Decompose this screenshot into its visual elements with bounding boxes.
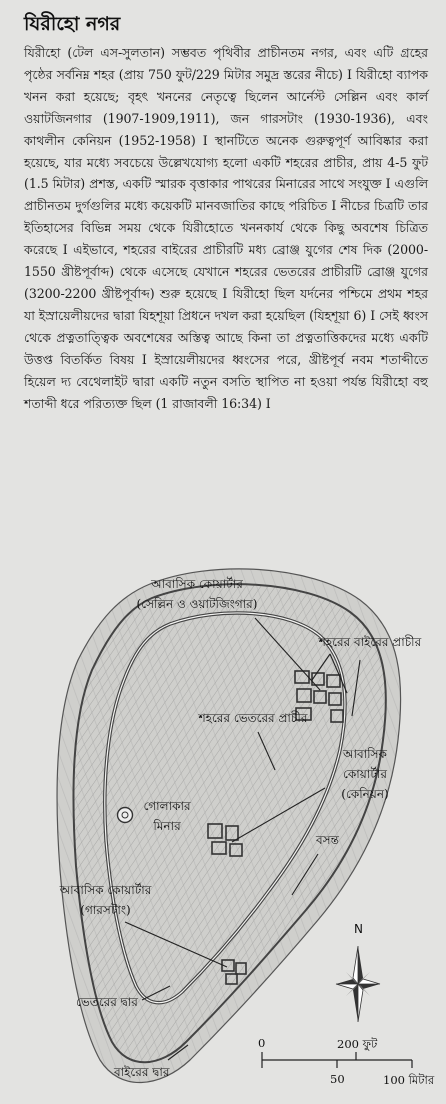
scale-meters-100: 100 মিটার	[383, 1073, 435, 1087]
label-outer-wall: শহরের বাইরের প্রাচীর	[318, 635, 422, 649]
label-inner-gate: ভেতরের দ্বার	[76, 995, 138, 1009]
label-res-garstang-line1: আবাসিক কোয়ার্টার	[59, 883, 152, 897]
label-round-tower-line1: গোলাকার	[143, 799, 191, 813]
label-res-kenyon-line2: কোয়ার্টার	[343, 767, 387, 781]
compass-rose	[336, 946, 380, 1022]
jericho-map-figure	[0, 540, 446, 1104]
label-res-sellin-line2: (সেল্লিন ও ওয়াটজিংগার)	[136, 597, 258, 611]
label-inner-wall: শহরের ভেতরের প্রাচীর	[198, 711, 308, 725]
label-round-tower-line2: মিনার	[153, 819, 181, 833]
label-res-kenyon-line1: আবাসিক	[343, 747, 387, 761]
label-res-sellin-line1: আবাসিক কোয়ার্টার	[151, 577, 243, 591]
compass-north-label: N	[354, 922, 363, 936]
label-res-kenyon-line3: (কেনিয়ন)	[341, 787, 389, 801]
outer-wall	[73, 584, 385, 1062]
label-res-garstang	[48, 880, 163, 920]
jericho-map-illustration	[0, 540, 446, 1104]
label-outer-gate: বাইরের দ্বার	[114, 1065, 170, 1079]
page-title: যিরীহো নগর	[24, 13, 121, 35]
label-spring: বসন্ত	[316, 833, 339, 847]
body-paragraph: যিরীহো (টেল এস-সুলতান) সম্ভবত পৃথিবীর প্রাচীনতম নগর, এবং এটি গ্রহের পৃষ্ঠের সর্বনিম্ন শহর (প্রায় 750 ফুট/229 মিটার সমুদ্র স্তরের নীচে) I যিরীহো ব্যাপক খনন করা হয়েছে; বৃহৎ খননের নেতৃত্বে ছিলেন আর্নেস্ট সেল্লিন এবং কার্ল ওয়াটজিনগার (1907-1909,1911), জন গারসটাং (1930-1936), এবং কাথলীন কেনিয়ন (1952-1958) I স্থানটিতে অনেক গুরুত্বপূর্ণ আবিষ্কার করা হয়েছে, যার মধ্যে সবচেয়ে উল্লেখযোগ্য হলো একটি শহরের প্রাচীর, প্রায় 4-5 ফুট (1.5 মিটার) প্রশস্ত, একটি স্মারক বৃত্তাকার পাথরের মিনারের সাথে সংযুক্ত I এগুলি প্রাচীনতম দুর্গগুলির মধ্যে কয়েকটি মানবজাতির কাছে পরিচিত I নীচের চিত্রটি তার ইতিহাসের বিভিন্ন সময় থেকে যিরীহোতে খননকার্য থেকে কিছু অবশেষ চিত্রিত করেছে I এইভাবে, শহরের বাইরের প্রাচীরটি মধ্য ব্রোঞ্জ যুগের শেষ দিক (2000-1550 খ্রীষ্টপূর্বাব্দ) থেকে এসেছে যেখানে শহরের ভেতরের প্রাচীরটি ব্রোঞ্জ যুগের (3200-2200 খ্রীষ্টপূর্বাব্দ) শুরু হয়েছে I যিরীহো ছিল যর্দনের পশ্চিমে প্রথম শহর যা ইস্রায়েলীয়দের দ্বারা যিহশূয়া প্রিধনে দখল করা হয়েছিল (যিহশূয়া 6) I সেই ধ্বংস থেকে প্রত্নতাত্ত্বিক অবশেষের অস্তিত্ব আছে কিনা তা প্রত্নতাত্তিকদের মধ্যে একটি উত্তপ্ত বিতর্কিত বিষয় I ইস্রায়েলীয়দের ধ্বংসের পরে, খ্রীষ্টপূর্ব নবম শতাব্দীতে হিয়েল দ্য বেথেলাইট দ্বারা একটি নতুন বসতি স্থাপিত না হওয়া পর্যন্ত যিরীহো বহু শতাব্দী ধরে পরিত্যক্ত ছিল (1 রাজাবলী 16:34) I	[24, 45, 428, 411]
label-res-sellin	[122, 574, 272, 614]
round-tower-icon	[118, 808, 133, 823]
scale-meters-50: 50	[330, 1072, 345, 1086]
scale-feet-zero: 0	[258, 1036, 266, 1050]
scale-feet-200: 200 ফুট	[337, 1037, 378, 1051]
label-round-tower	[136, 796, 198, 836]
label-res-kenyon	[330, 744, 400, 804]
label-res-garstang-line2: (গারসটাং)	[80, 903, 131, 917]
